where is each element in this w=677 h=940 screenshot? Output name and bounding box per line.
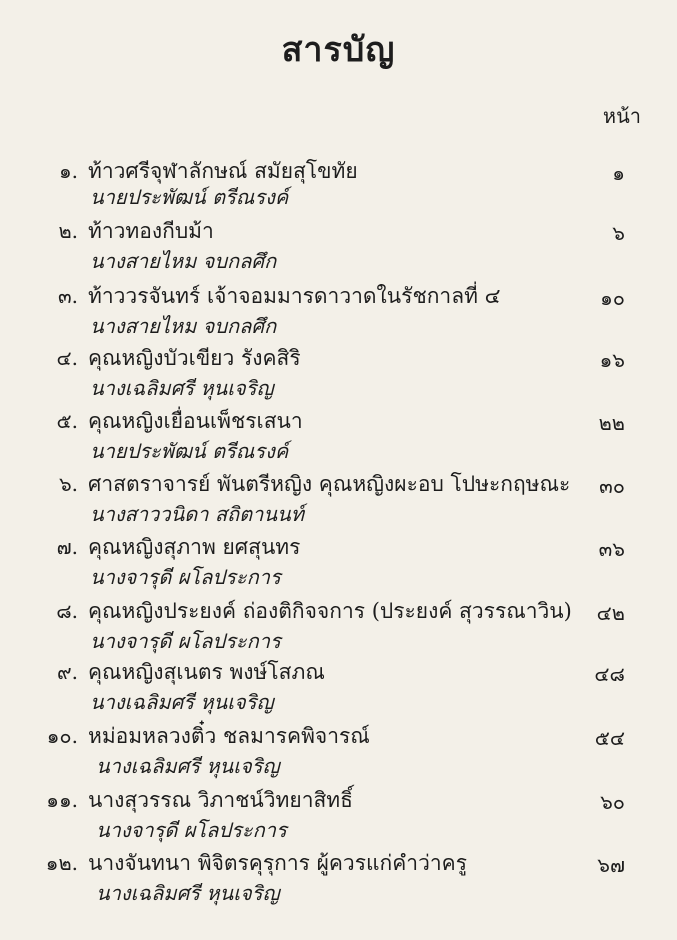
- entry-number: ๒.: [58, 219, 78, 243]
- entry-author: นางเฉลิมศรี หุนเจริญ: [90, 376, 274, 400]
- entry-author: นายประพัฒน์ ตรีณรงค์: [90, 185, 289, 209]
- entry-title: คุณหญิงสุเนตร พงษ์โสภณ: [88, 660, 325, 684]
- entry-title: ท้าวศรีจุฬาลักษณ์ สมัยสุโขทัย: [88, 159, 358, 183]
- entry-title: คุณหญิงบัวเขียว รังคสิริ: [88, 346, 301, 370]
- entry-author: นางสายไหม จบกลศึก: [90, 314, 277, 338]
- entry-page-number: ๔๒: [596, 601, 625, 625]
- entry-author: นางจารุดี ผโลประการ: [96, 818, 287, 842]
- page-title: สารบัญ: [281, 30, 396, 70]
- entry-number: ๔.: [56, 346, 78, 370]
- entry-title: หม่อมหลวงติ๋ว ชลมารคพิจารณ์: [88, 724, 370, 748]
- entry-author: นางจารุดี ผโลประการ: [90, 565, 281, 589]
- page-column-header: หน้า: [602, 104, 641, 128]
- entry-number: ๑.: [58, 159, 78, 183]
- entry-title: คุณหญิงเยื่อนเพ็ชรเสนา: [88, 409, 303, 433]
- entry-page-number: ๒๒: [598, 411, 625, 435]
- entry-page-number: ๔๘: [594, 662, 625, 686]
- entry-number: ๖.: [58, 472, 78, 496]
- entry-number: ๙.: [56, 660, 78, 684]
- entry-title: นางจันทนา พิจิตรคุรุการ ผู้ควรแก่คำว่าครู: [88, 851, 468, 875]
- entry-page-number: ๑๖: [599, 348, 625, 372]
- entry-page-number: ๑๐: [600, 286, 625, 310]
- entry-title: ท้าววรจันทร์ เจ้าจอมมารดาวาดในรัชกาลที่ ๔: [88, 284, 501, 308]
- entry-author: นางจารุดี ผโลประการ: [90, 629, 281, 653]
- entry-author: นางสาววนิดา สถิตานนท์: [90, 502, 304, 526]
- entry-author: นางเฉลิมศรี หุนเจริญ: [96, 754, 280, 778]
- entry-number: ๑๑.: [46, 788, 78, 812]
- entry-title: คุณหญิงประยงค์ ถ่องติกิจจการ (ประยงค์ สุวรรณาวิน): [88, 599, 572, 623]
- entry-author: นางเฉลิมศรี หุนเจริญ: [96, 881, 280, 905]
- entry-number: ๕.: [56, 409, 78, 433]
- entry-number: ๑๒.: [45, 851, 78, 875]
- entry-page-number: ๖: [612, 221, 625, 245]
- entry-title: นางสุวรรณ วิภาชน์วิทยาสิทธิ์: [88, 788, 353, 812]
- entry-number: ๑๐.: [46, 724, 78, 748]
- entry-title: คุณหญิงสุภาพ ยศสุนทร: [88, 535, 301, 559]
- entry-page-number: ๓๐: [599, 474, 625, 498]
- entry-number: ๗.: [56, 535, 78, 559]
- entry-title: ศาสตราจารย์ พันตรีหญิง คุณหญิงผะอบ โปษะกฤษณะ: [88, 472, 571, 496]
- entry-page-number: ๑: [612, 161, 625, 185]
- entry-page-number: ๖๗: [597, 853, 625, 877]
- entry-author: นายประพัฒน์ ตรีณรงค์: [90, 439, 289, 463]
- entry-page-number: ๓๖: [598, 537, 625, 561]
- entry-author: นางสายไหม จบกลศึก: [90, 249, 277, 273]
- entry-number: ๓.: [57, 284, 78, 308]
- entry-page-number: ๕๔: [594, 726, 625, 750]
- entry-title: ท้าวทองกีบม้า: [88, 219, 214, 243]
- entry-author: นางเฉลิมศรี หุนเจริญ: [90, 690, 274, 714]
- entry-number: ๘.: [56, 599, 78, 623]
- entry-page-number: ๖๐: [600, 790, 625, 814]
